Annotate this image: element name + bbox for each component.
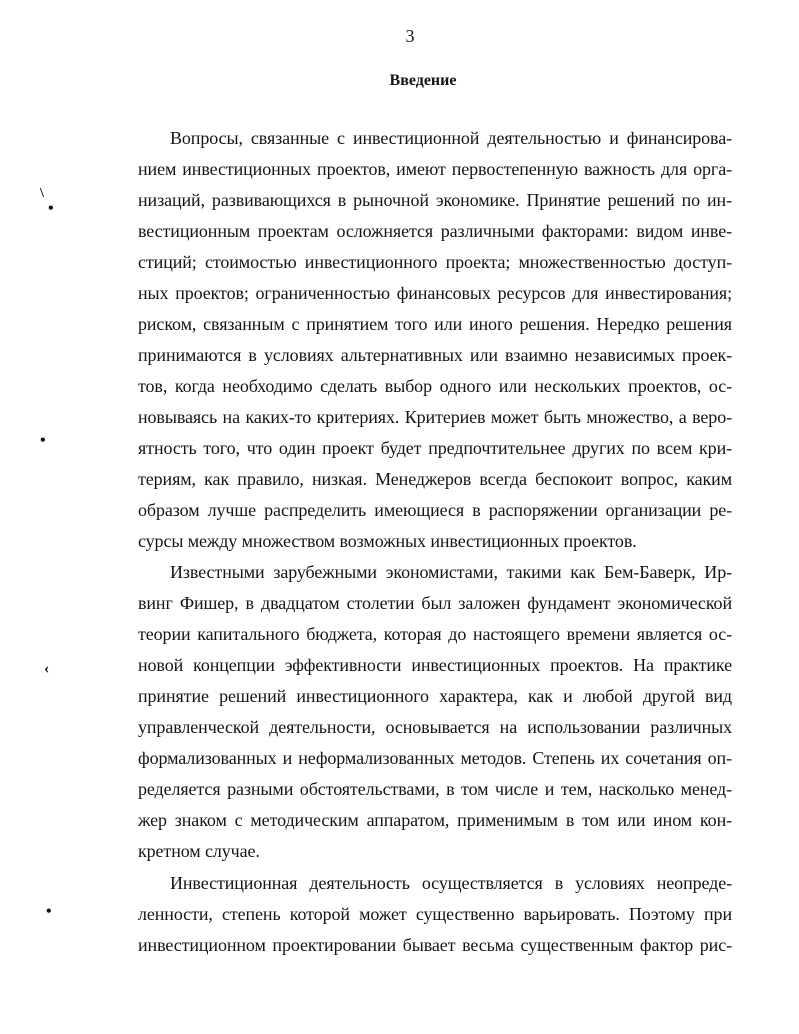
text-line: формализованных и неформализованных методов. Степень их сочетания оп- [138, 748, 732, 768]
text-line: принимаются в условиях альтернативных или взаимно независимых проек- [138, 345, 732, 365]
text-line: стиций; стоимостью инвестиционного проекта; множественностью доступ- [138, 252, 732, 272]
text-line: принятие решений инвестиционного характера, как и любой другой вид [138, 686, 732, 706]
text-line: новой концепции эффективности инвестиционных проектов. На практике [138, 655, 732, 675]
text-line: управленческой деятельности, основывается на использовании различных [138, 717, 732, 737]
text-line: инвестиционном проектировании бывает весьма существенным фактор рис- [138, 935, 732, 955]
section-title: Введение [389, 72, 457, 89]
text-line: винг Фишер, в двадцатом столетии был заложен фундамент экономической [138, 593, 732, 613]
text-line: теории капитального бюджета, которая до настоящего времени является ос- [138, 624, 732, 644]
text-line: сурсы между множеством возможных инвестиционных проектов. [138, 531, 637, 551]
text-line: жер знаком с методическим аппаратом, применимым в том или ином кон- [138, 810, 732, 830]
text-line: кретном случае. [138, 841, 260, 861]
text-line: ятность того, что один проект будет предпочтительнее других по всем кри- [138, 438, 732, 458]
text-line: ределяется разными обстоятельствами, в том числе и тем, насколько менед- [138, 779, 732, 799]
scan-speck: • [46, 903, 52, 920]
text-line: образом лучше распределить имеющиеся в распоряжении организации ре- [138, 500, 732, 520]
page-number: 3 [405, 26, 415, 46]
text-line: Инвестиционная деятельность осуществляется в условиях неопреде- [170, 873, 732, 893]
text-line: риском, связанным с принятием того или иного решения. Нередко решения [138, 314, 732, 334]
scan-speck: • [48, 200, 54, 217]
scan-speck: \ [40, 186, 44, 201]
text-line: нием инвестиционных проектов, имеют первостепенную важность для орга- [138, 159, 732, 179]
text-line: ных проектов; ограниченностью финансовых ресурсов для инвестирования; [138, 283, 732, 303]
scan-speck: • [40, 432, 46, 449]
text-line: Известными зарубежными экономистами, такими как Бем-Баверк, Ир- [170, 562, 732, 582]
text-line: вестиционным проектам осложняется различными факторами: видом инве- [138, 221, 732, 241]
text-line: новываясь на каких-то критериях. Критериев может быть множество, а веро- [138, 407, 732, 427]
text-line: низаций, развивающихся в рыночной экономике. Принятие решений по ин- [138, 190, 732, 210]
text-line: Вопросы, связанные с инвестиционной деятельностью и финансирова- [170, 128, 732, 148]
text-line: тов, когда необходимо сделать выбор одного или нескольких проектов, ос- [138, 376, 732, 396]
scan-speck: ‹ [44, 660, 50, 677]
text-line: ленности, степень которой может существенно варьировать. Поэтому при [138, 904, 732, 924]
text-line: териям, как правило, низкая. Менеджеров всегда беспокоит вопрос, каким [138, 469, 732, 489]
